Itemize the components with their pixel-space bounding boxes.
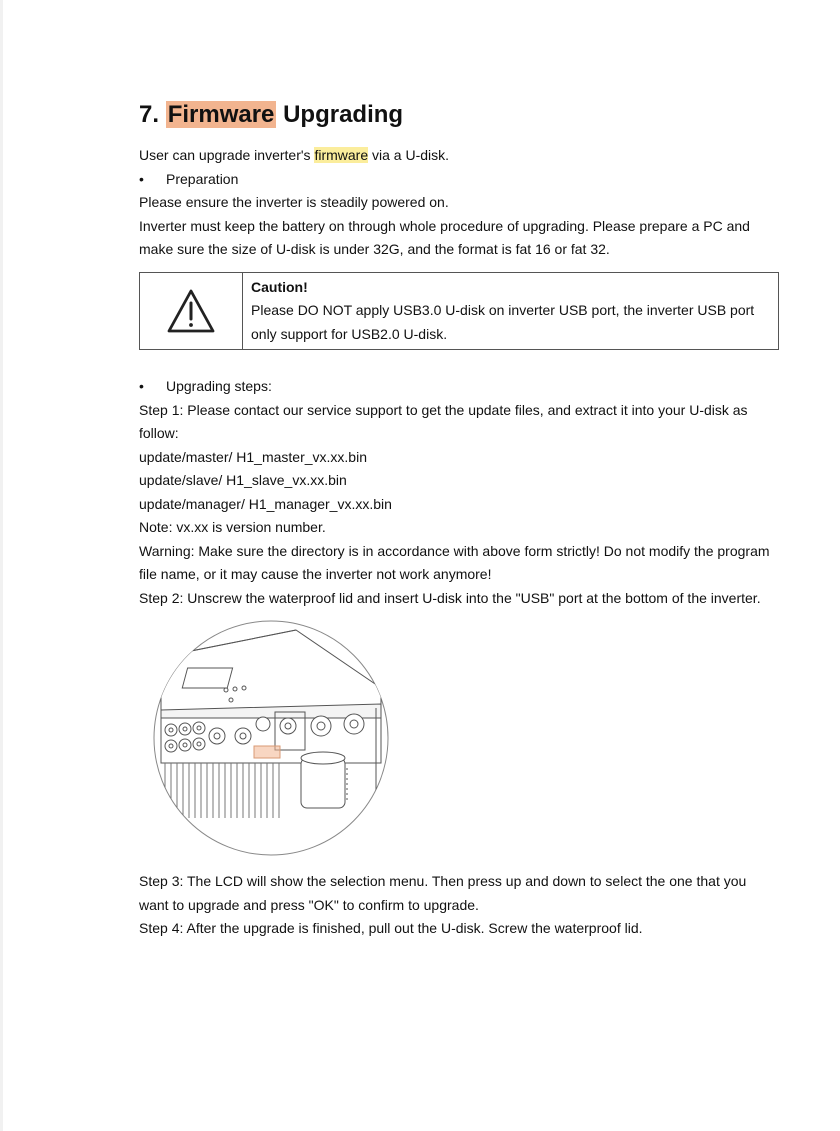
step2: Step 2: Unscrew the waterproof lid and insert U-disk into the "USB" port at the bottom of the inverter. xyxy=(139,589,761,606)
intro-after: via a U-disk. xyxy=(368,147,450,163)
intro-highlight: firmware xyxy=(314,147,369,163)
section-number: 7. xyxy=(139,101,160,128)
preparation-heading: Preparation xyxy=(166,170,239,187)
step4: Step 4: After the upgrade is finished, pull out the U-disk. Screw the waterproof lid. xyxy=(139,920,643,936)
path-slave: update/slave/ H1_slave_vx.xx.bin xyxy=(139,472,347,488)
caution-title: Caution! xyxy=(251,278,308,295)
intro-line xyxy=(139,144,779,168)
caution-box xyxy=(139,272,779,351)
step3: Step 3: The LCD will show the selection menu. Then press up and down to select the one that you want to upgrade and press "OK" to confirm to upgrade. xyxy=(139,873,747,913)
page-content xyxy=(139,96,779,941)
title-highlight: Firmware xyxy=(167,101,275,128)
intro-before: User can upgrade inverter's xyxy=(139,147,315,163)
step1: Step 1: Please contact our service support to get the update files, and extract it into your U-disk as follow: xyxy=(139,401,748,441)
path-master: update/master/ H1_master_vx.xx.bin xyxy=(139,448,367,465)
warning-text: Warning: Make sure the directory is in accordance with above form strictly! Do not modify the program file name, or it may cause the inverter not work anymore! xyxy=(139,542,770,582)
path-manager: update/manager/ H1_manager_vx.xx.bin xyxy=(139,495,392,512)
caution-icon-cell xyxy=(140,273,243,350)
version-note: Note: vx.xx is version number. xyxy=(139,519,326,535)
inverter-usb-illustration xyxy=(151,618,391,858)
section-title xyxy=(139,96,779,134)
caution-text-cell xyxy=(243,273,778,350)
steps-heading: Upgrading steps: xyxy=(166,378,272,394)
bullet-dot: • xyxy=(139,378,144,394)
warning-triangle-icon xyxy=(166,288,216,334)
preparation-bullet xyxy=(139,168,779,192)
bullet-dot: • xyxy=(139,170,144,187)
preparation-line1: Please ensure the inverter is steadily powered on. xyxy=(139,194,449,210)
document-page xyxy=(3,0,840,1131)
preparation-line2: Inverter must keep the battery on through whole procedure of upgrading. Please prepare a PC and make sure the size of U-disk is under 32G, and the format is fat 16 or fat 32. xyxy=(139,217,750,257)
caution-text: Please DO NOT apply USB3.0 U-disk on inverter USB port, the inverter USB port only support for USB2.0 U-disk. xyxy=(251,302,755,342)
title-rest: Upgrading xyxy=(283,101,404,128)
steps-bullet xyxy=(139,375,779,399)
